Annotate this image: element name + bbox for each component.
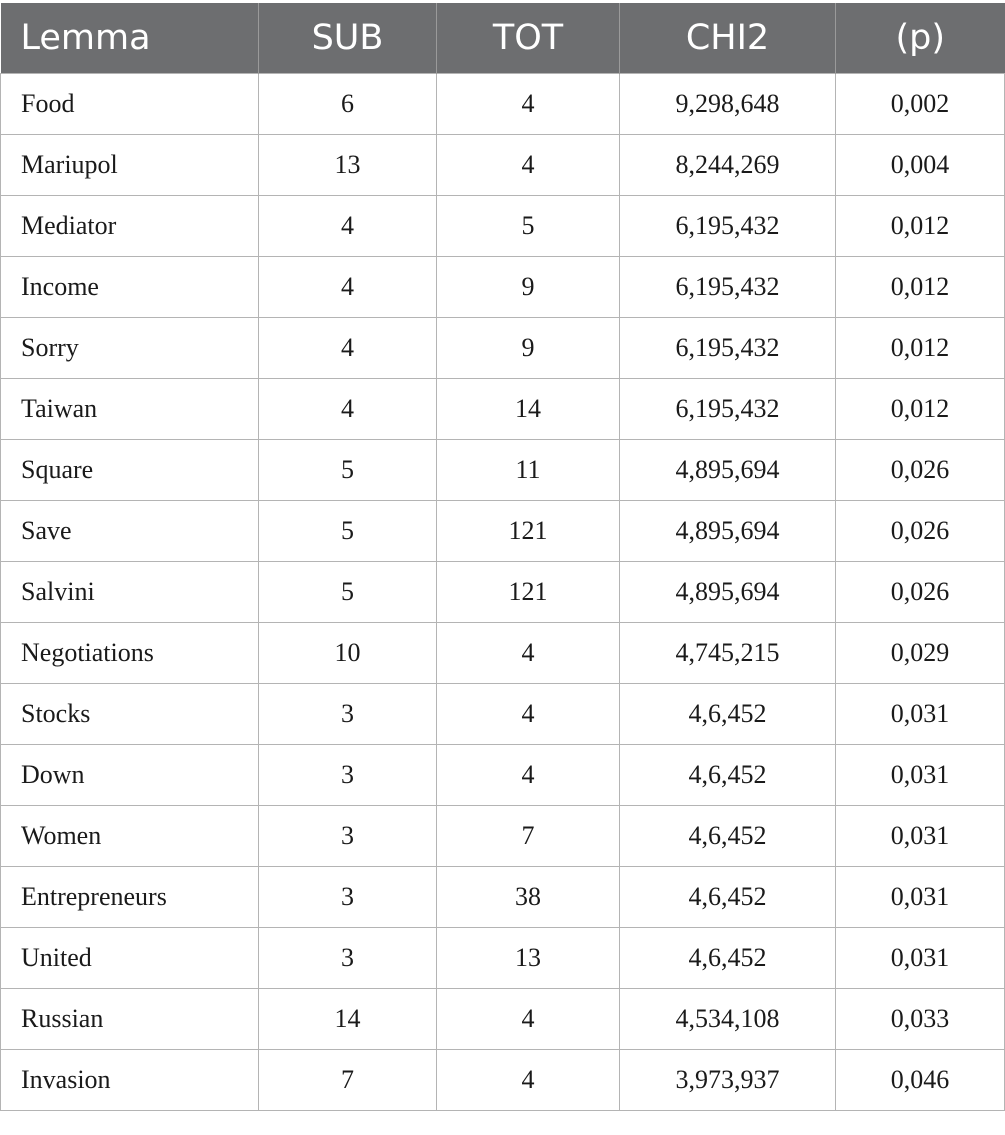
cell-tot: 4 — [437, 745, 620, 806]
cell-sub: 5 — [259, 440, 437, 501]
table-row — [1, 928, 1005, 989]
cell-lemma: Square — [1, 440, 259, 501]
cell-lemma: Save — [1, 501, 259, 562]
cell-lemma: Food — [1, 74, 259, 135]
cell-tot: 4 — [437, 623, 620, 684]
cell-chi2: 4,6,452 — [620, 745, 836, 806]
cell-tot: 38 — [437, 867, 620, 928]
table-row — [1, 1050, 1005, 1111]
cell-p: 0,012 — [836, 379, 1005, 440]
table-row — [1, 989, 1005, 1050]
cell-chi2: 4,895,694 — [620, 440, 836, 501]
cell-lemma: Mediator — [1, 196, 259, 257]
cell-tot: 5 — [437, 196, 620, 257]
table-row — [1, 74, 1005, 135]
cell-chi2: 4,895,694 — [620, 562, 836, 623]
cell-tot: 9 — [437, 318, 620, 379]
cell-p: 0,031 — [836, 745, 1005, 806]
cell-tot: 4 — [437, 135, 620, 196]
cell-tot: 4 — [437, 989, 620, 1050]
cell-p: 0,004 — [836, 135, 1005, 196]
cell-lemma: Stocks — [1, 684, 259, 745]
table-row — [1, 440, 1005, 501]
cell-sub: 3 — [259, 928, 437, 989]
cell-p: 0,026 — [836, 501, 1005, 562]
table-row — [1, 806, 1005, 867]
cell-tot: 14 — [437, 379, 620, 440]
header-lemma: Lemma — [1, 3, 259, 74]
cell-sub: 3 — [259, 745, 437, 806]
cell-sub: 4 — [259, 196, 437, 257]
cell-chi2: 4,895,694 — [620, 501, 836, 562]
cell-lemma: Russian — [1, 989, 259, 1050]
cell-tot: 4 — [437, 1050, 620, 1111]
cell-sub: 3 — [259, 684, 437, 745]
cell-chi2: 9,298,648 — [620, 74, 836, 135]
cell-sub: 13 — [259, 135, 437, 196]
cell-sub: 5 — [259, 562, 437, 623]
cell-tot: 9 — [437, 257, 620, 318]
cell-p: 0,012 — [836, 196, 1005, 257]
cell-p: 0,012 — [836, 318, 1005, 379]
cell-chi2: 6,195,432 — [620, 379, 836, 440]
header-sub: SUB — [259, 3, 437, 74]
cell-lemma: Sorry — [1, 318, 259, 379]
lemma-table-container — [0, 3, 1005, 1111]
cell-sub: 4 — [259, 318, 437, 379]
cell-p: 0,031 — [836, 928, 1005, 989]
cell-lemma: Mariupol — [1, 135, 259, 196]
cell-p: 0,029 — [836, 623, 1005, 684]
header-tot: TOT — [437, 3, 620, 74]
cell-chi2: 4,6,452 — [620, 928, 836, 989]
table-row — [1, 501, 1005, 562]
cell-sub: 14 — [259, 989, 437, 1050]
cell-sub: 5 — [259, 501, 437, 562]
table-header — [1, 3, 1005, 74]
table-row — [1, 379, 1005, 440]
header-p: (p) — [836, 3, 1005, 74]
cell-lemma: Income — [1, 257, 259, 318]
table-row — [1, 867, 1005, 928]
cell-sub: 7 — [259, 1050, 437, 1111]
cell-p: 0,031 — [836, 684, 1005, 745]
cell-chi2: 6,195,432 — [620, 257, 836, 318]
table-body — [1, 74, 1005, 1111]
cell-chi2: 6,195,432 — [620, 196, 836, 257]
cell-sub: 10 — [259, 623, 437, 684]
header-row — [1, 3, 1005, 74]
cell-tot: 11 — [437, 440, 620, 501]
header-chi2: CHI2 — [620, 3, 836, 74]
cell-sub: 6 — [259, 74, 437, 135]
cell-sub: 3 — [259, 867, 437, 928]
cell-sub: 4 — [259, 257, 437, 318]
table-row — [1, 623, 1005, 684]
lemma-table — [0, 3, 1005, 1111]
table-row — [1, 318, 1005, 379]
cell-chi2: 8,244,269 — [620, 135, 836, 196]
table-row — [1, 562, 1005, 623]
cell-chi2: 4,534,108 — [620, 989, 836, 1050]
cell-tot: 13 — [437, 928, 620, 989]
cell-tot: 7 — [437, 806, 620, 867]
cell-p: 0,012 — [836, 257, 1005, 318]
cell-tot: 121 — [437, 501, 620, 562]
cell-lemma: Taiwan — [1, 379, 259, 440]
cell-chi2: 4,745,215 — [620, 623, 836, 684]
table-row — [1, 135, 1005, 196]
cell-chi2: 3,973,937 — [620, 1050, 836, 1111]
cell-lemma: United — [1, 928, 259, 989]
cell-p: 0,002 — [836, 74, 1005, 135]
table-row — [1, 684, 1005, 745]
cell-chi2: 4,6,452 — [620, 684, 836, 745]
cell-tot: 4 — [437, 74, 620, 135]
cell-p: 0,026 — [836, 562, 1005, 623]
cell-lemma: Down — [1, 745, 259, 806]
cell-p: 0,046 — [836, 1050, 1005, 1111]
table-row — [1, 257, 1005, 318]
cell-p: 0,026 — [836, 440, 1005, 501]
cell-chi2: 6,195,432 — [620, 318, 836, 379]
cell-p: 0,033 — [836, 989, 1005, 1050]
cell-tot: 4 — [437, 684, 620, 745]
cell-chi2: 4,6,452 — [620, 806, 836, 867]
cell-lemma: Entrepreneurs — [1, 867, 259, 928]
cell-sub: 4 — [259, 379, 437, 440]
cell-chi2: 4,6,452 — [620, 867, 836, 928]
cell-lemma: Invasion — [1, 1050, 259, 1111]
cell-p: 0,031 — [836, 867, 1005, 928]
cell-lemma: Salvini — [1, 562, 259, 623]
cell-p: 0,031 — [836, 806, 1005, 867]
table-row — [1, 745, 1005, 806]
cell-lemma: Women — [1, 806, 259, 867]
table-row — [1, 196, 1005, 257]
cell-sub: 3 — [259, 806, 437, 867]
cell-lemma: Negotiations — [1, 623, 259, 684]
cell-tot: 121 — [437, 562, 620, 623]
